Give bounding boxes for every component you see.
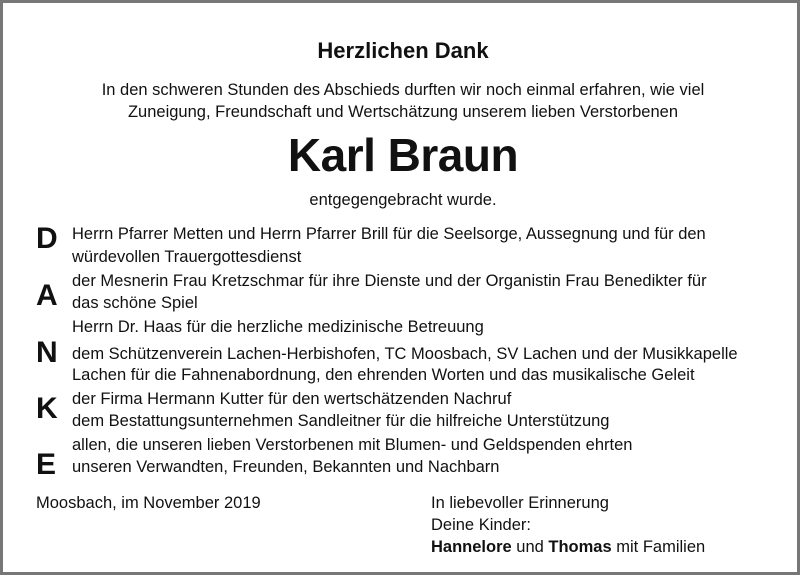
signature-name-hannelore: Hannelore (431, 538, 512, 556)
signature-line-2: Deine Kinder: (431, 516, 531, 534)
danke-letter-k: K (36, 392, 58, 425)
signature-and: und (511, 538, 549, 556)
signature-name-thomas: Thomas (548, 538, 612, 556)
notice-heading: Herzlichen Dank (317, 38, 489, 63)
signature-suffix: mit Familien (611, 538, 706, 556)
intro-line: In den schweren Stunden des Abschieds durften wir noch einmal erfahren, wie viel (101, 81, 705, 99)
thanks-line: der Firma Hermann Kutter für den wertschätzenden Nachruf (72, 390, 512, 408)
danke-letter-d: D (36, 222, 58, 255)
thanks-line: Herrn Pfarrer Metten und Herrn Pfarrer Brill für die Seelsorge, Aussegnung und für den (72, 225, 706, 243)
thanks-line: das schöne Spiel (72, 294, 198, 312)
thanks-line: der Mesnerin Frau Kretzschmar für ihre Dienste und der Organistin Frau Benedikter für (72, 272, 707, 290)
signature-line-1: In liebevoller Erinnerung (431, 494, 609, 512)
closing-text: entgegengebracht wurde. (309, 191, 497, 209)
thanks-line: Lachen für die Fahnenabordnung, den ehrenden Worten und das musikalische Geleit (72, 366, 695, 384)
place-date: Moosbach, im November 2019 (36, 494, 261, 512)
thanks-line: allen, die unseren lieben Verstorbenen mit Blumen- und Geldspenden ehrten (72, 436, 633, 454)
thanks-line: dem Bestattungsunternehmen Sandleitner für die hilfreiche Unterstützung (72, 412, 610, 430)
danke-letter-e: E (36, 448, 57, 481)
intro-line: Zuneigung, Freundschaft und Wertschätzung unserem lieben Verstorbenen (127, 103, 679, 121)
thanks-line: unseren Verwandten, Freunden, Bekannten und Nachbarn (72, 458, 500, 476)
danke-letter-a: A (36, 279, 58, 312)
thanks-line: würdevollen Trauergottesdienst (72, 248, 302, 266)
danke-letter-n: N (36, 336, 58, 369)
thanks-line: Herrn Dr. Haas für die herzliche medizinische Betreuung (72, 318, 484, 336)
signature-names (431, 536, 705, 558)
intro-text (43, 79, 763, 123)
deceased-name: Karl Braun (287, 129, 519, 181)
thanks-line: dem Schützenverein Lachen-Herbishofen, TC Moosbach, SV Lachen und der Musikkapelle (72, 345, 738, 363)
